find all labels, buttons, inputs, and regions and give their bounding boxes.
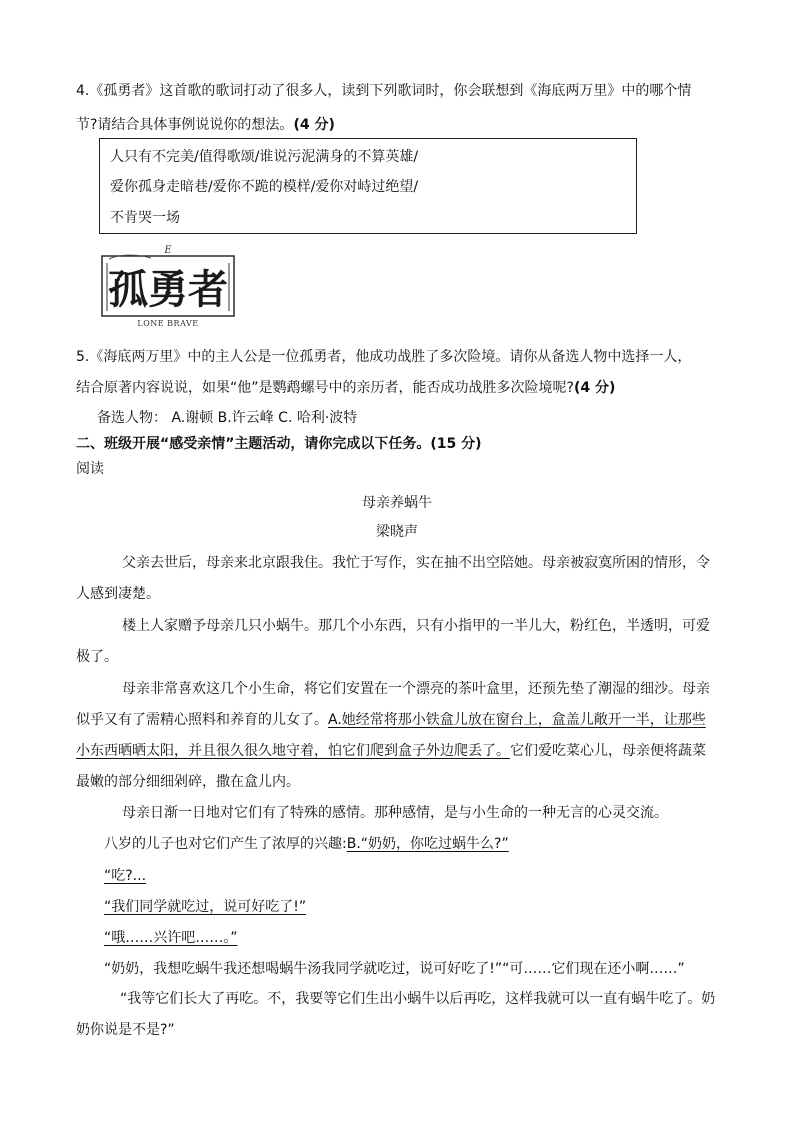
p3-pre: 母亲非常喜欢这几个小生命，将它们安置在一个漂亮的茶叶盒里，还预先垫了潮湿的细沙。母亲似乎又有了需精心照料和养育的儿女了。 [76,681,710,728]
q5-line2 [76,378,615,398]
paragraph-2: 楼上人家赠予母亲几只小蜗牛。那几个小东西，只有小指甲的一半儿大，粉红色，半透明，可爱极了。 [76,618,710,665]
article-title: 母亲养蜗牛 [362,495,432,511]
read-label: 阅读 [76,461,104,477]
logo-title: 孤勇者 [108,266,228,313]
q4-line2-text: 节?请结合具体事例说说你的想法。 [76,117,294,133]
p5-underlined: B.“奶奶，你吃过蜗牛么?” [346,836,509,852]
paragraph-3 [76,674,718,798]
q4-line2 [76,115,335,135]
p3-post: 它们爱吃菜心儿，母亲便将蔬菜最嫩的部分细细剁碎，撒在盒儿内。 [76,743,706,790]
dialogue-3: “哦……兴许吧……。” [104,930,238,946]
q4-score: (4 分) [293,117,335,133]
lone-brave-logo [101,243,235,328]
dialogue-1: “吃?... [104,868,147,884]
q5-line1: 5.《海底两万里》中的主人公是一位孤勇者，他成功战胜了多次险境。请你从备选人物中选择一人， [76,349,692,365]
p3-underlined: A.她经常将那小铁盒儿放在窗台上，盒盖儿敞开一半，让那些小东西晒晒太阳，并且很久很久地守着，怕它们爬到盒子外边爬丢了。 [76,712,706,759]
q5-score: (4 分) [573,380,616,396]
dialogue-2: “我们同学就吃过，说可好吃了!” [104,899,307,915]
lyric-line-1: 人只有不完美/值得歌颂/谁说污泥满身的不算英雄/ [110,149,419,165]
q4-line1: 4.《孤勇者》这首歌的歌词打动了很多人，读到下列歌词时，你会联想到《海底两万里》中的哪个情 [76,83,692,99]
logo-subtitle: LONE BRAVE [137,319,199,328]
lyrics-box [99,138,637,234]
lyric-line-2: 爱你孤身走暗巷/爱你不跪的模样/爱你对峙过绝望/ [110,179,419,195]
q5-line2-text: 结合原著内容说说，如果“他”是鹦鹉螺号中的亲历者，能否成功战胜多次险境呢? [76,380,574,396]
paragraph-1: 父亲去世后，母亲来北京跟我住。我忙于写作，实在抽不出空陪她。母亲被寂寞所困的情形，令人感到凄楚。 [76,555,710,602]
q5-options: 备选人物： A.谢顿 B.许云峰 C. 哈利·波特 [97,410,358,426]
svg-text:E: E [164,245,172,256]
paragraph-4: 母亲日渐一日地对它们有了特殊的感情。那种感情，是与小生命的一种无言的心灵交流。 [122,805,668,821]
p5-pre: 八岁的儿子也对它们产生了浓厚的兴趣: [104,836,347,852]
dialogue-4: “奶奶，我想吃蜗牛我还想喝蜗牛汤我同学就吃过，说可好吃了!”“可……它们现在还小啊……” [104,961,685,977]
section2-heading: 二、班级开展“感受亲情”主题活动，请你完成以下任务。(15 分) [76,436,482,452]
article-author: 梁晓声 [376,524,418,540]
lyric-line-3: 不肯哭一场 [110,210,180,226]
dialogue-5: “我等它们长大了再吃。不，我要等它们生出小蜗牛以后再吃，这样我就可以一直有蜗牛吃了。奶奶你说是不是?” [76,991,716,1038]
paragraph-5 [104,829,724,860]
